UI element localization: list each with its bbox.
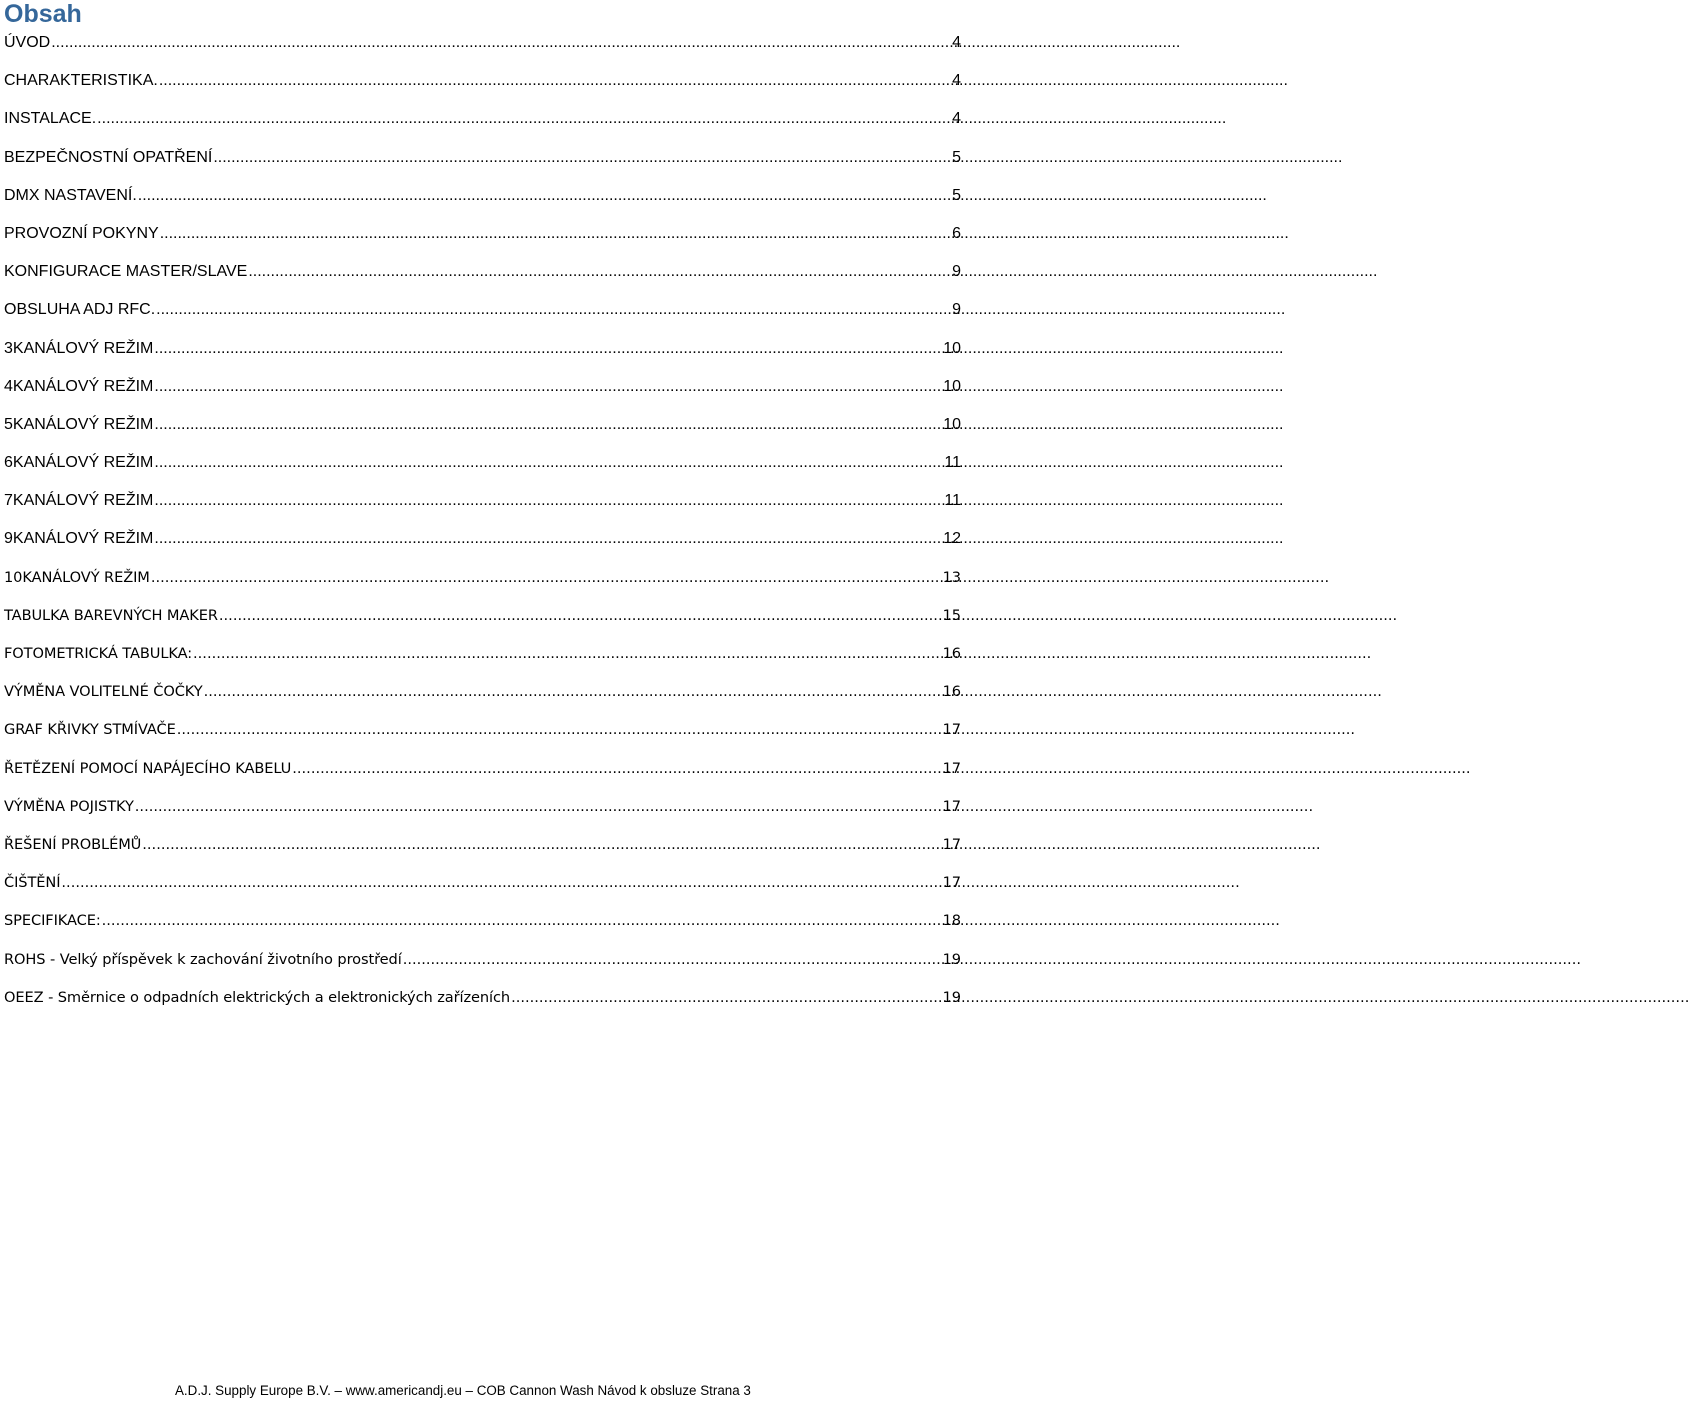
toc-entry-page-number: 17 <box>942 759 961 777</box>
toc-entry[interactable] <box>4 597 961 635</box>
toc-entry-label: ÚVOD <box>4 34 51 51</box>
toc-dot-leader <box>403 941 942 979</box>
toc-entry-label: 10KANÁLOVÝ REŽIM <box>4 568 150 586</box>
toc-dot-leader <box>151 559 942 597</box>
toc-entry-label: PROVOZNÍ POKYNY <box>4 224 159 242</box>
toc-entry-label: 5KANÁLOVÝ REŽIM <box>4 415 154 433</box>
toc-entry-page-number: 18 <box>942 912 961 930</box>
toc-dot-leader <box>51 24 951 62</box>
toc-entry-label: OBSLUHA ADJ RFC. <box>4 301 156 319</box>
toc-entry[interactable] <box>4 520 961 558</box>
toc-entry-label: DMX NASTAVENÍ. <box>4 186 137 204</box>
toc-entry-page-number: 4 <box>952 34 961 51</box>
toc-dot-leader <box>154 520 942 558</box>
toc-entry-page-number: 13 <box>942 568 961 586</box>
toc-dot-leader <box>156 291 951 329</box>
toc-dot-leader <box>248 253 951 291</box>
toc-entry[interactable] <box>4 406 961 444</box>
toc-entry-label: 3KANÁLOVÝ REŽIM <box>4 339 154 357</box>
toc-entry[interactable] <box>4 177 961 215</box>
toc-entry-label: KONFIGURACE MASTER/SLAVE <box>4 263 248 281</box>
toc-entry-page-number: 17 <box>942 797 961 815</box>
toc-dot-leader <box>97 100 951 138</box>
toc-entry-label: ROHS - Velký příspěvek k zachování životního prostředí <box>4 950 402 968</box>
toc-entry[interactable] <box>4 100 961 138</box>
toc-dot-leader <box>204 673 942 711</box>
toc-dot-leader <box>154 482 943 520</box>
toc-dot-leader <box>511 979 942 1017</box>
toc-entry[interactable] <box>4 24 961 62</box>
page-footer: A.D.J. Supply Europe B.V. – www.americandj.eu – COB Cannon Wash Návod k obsluze Strana 3 <box>175 1383 751 1398</box>
toc-entry-label: SPECIFIKACE: <box>4 912 101 930</box>
toc-entry-label: CHARAKTERISTIKA. <box>4 72 158 90</box>
toc-entry-page-number: 6 <box>952 224 961 242</box>
toc-dot-leader <box>159 62 951 100</box>
toc-dot-leader <box>142 826 941 864</box>
toc-entry[interactable] <box>4 215 961 253</box>
toc-entry-page-number: 16 <box>942 683 961 701</box>
toc-dot-leader <box>177 711 942 749</box>
toc-entry-label: FOTOMETRICKÁ TABULKA: <box>4 645 193 662</box>
toc-entry-label: 6KANÁLOVÝ REŽIM <box>4 454 154 472</box>
toc-dot-leader <box>102 902 942 940</box>
toc-entry[interactable] <box>4 826 961 864</box>
toc-entry-page-number: 4 <box>952 110 961 128</box>
toc-entry[interactable] <box>4 368 961 406</box>
toc-entry-page-number: 10 <box>943 415 961 433</box>
toc-entry-page-number: 12 <box>943 530 961 548</box>
toc-entry[interactable] <box>4 673 961 711</box>
page-title: Obsah <box>4 0 82 28</box>
toc-entry-label: 4KANÁLOVÝ REŽIM <box>4 377 154 395</box>
toc-entry-page-number: 4 <box>952 72 961 90</box>
toc-entry[interactable] <box>4 788 961 826</box>
toc-entry-page-number: 15 <box>942 606 961 624</box>
toc-entry-label: VÝMĚNA POJISTKY <box>4 797 134 815</box>
toc-entry-page-number: 19 <box>942 950 961 968</box>
toc-entry-label: VÝMĚNA VOLITELNÉ ČOČKY <box>4 683 203 701</box>
table-of-contents <box>4 24 961 1017</box>
toc-dot-leader <box>292 750 941 788</box>
toc-dot-leader <box>154 444 943 482</box>
toc-entry[interactable] <box>4 635 961 673</box>
toc-entry-page-number: 5 <box>952 148 961 166</box>
toc-dot-leader <box>154 368 942 406</box>
toc-entry-label: TABULKA BAREVNÝCH MAKER <box>4 606 218 624</box>
toc-entry[interactable] <box>4 330 961 368</box>
toc-entry-page-number: 5 <box>952 186 961 204</box>
toc-entry[interactable] <box>4 482 961 520</box>
toc-dot-leader <box>193 635 942 673</box>
toc-entry[interactable] <box>4 291 961 329</box>
toc-entry-page-number: 17 <box>942 835 961 853</box>
toc-entry-page-number: 9 <box>952 301 961 319</box>
toc-entry[interactable] <box>4 139 961 177</box>
toc-entry[interactable] <box>4 750 961 788</box>
toc-entry[interactable] <box>4 902 961 940</box>
toc-dot-leader <box>160 215 951 253</box>
toc-dot-leader <box>154 406 942 444</box>
toc-dot-leader <box>61 864 941 902</box>
toc-entry[interactable] <box>4 979 961 1017</box>
toc-entry-label: BEZPEČNOSTNÍ OPATŘENÍ <box>4 148 213 166</box>
toc-entry[interactable] <box>4 559 961 597</box>
toc-entry-label: OEEZ - Směrnice o odpadních elektrických a elektronických zařízeních <box>4 988 511 1006</box>
toc-dot-leader <box>213 139 951 177</box>
toc-dot-leader <box>135 788 942 826</box>
toc-entry-page-number: 10 <box>943 339 961 357</box>
toc-entry-label: 9KANÁLOVÝ REŽIM <box>4 530 154 548</box>
toc-entry[interactable] <box>4 62 961 100</box>
toc-entry-label: ŘETĚZENÍ POMOCÍ NAPÁJECÍHO KABELU <box>4 759 292 777</box>
toc-entry[interactable] <box>4 253 961 291</box>
toc-entry-label: 7KANÁLOVÝ REŽIM <box>4 492 154 510</box>
toc-entry-label: ČIŠTĚNÍ <box>4 874 61 892</box>
toc-entry[interactable] <box>4 711 961 749</box>
toc-entry-label: INSTALACE. <box>4 110 97 128</box>
toc-dot-leader <box>219 597 942 635</box>
toc-entry-page-number: 19 <box>942 988 961 1006</box>
toc-entry-page-number: 17 <box>942 721 961 739</box>
toc-entry-page-number: 11 <box>944 492 961 510</box>
toc-dot-leader <box>138 177 951 215</box>
toc-entry-label: ŘEŠENÍ PROBLÉMŮ <box>4 835 142 853</box>
toc-entry[interactable] <box>4 864 961 902</box>
toc-dot-leader <box>154 330 942 368</box>
toc-entry-page-number: 10 <box>943 377 961 395</box>
toc-entry-page-number: 17 <box>942 874 961 892</box>
toc-entry-page-number: 9 <box>952 263 961 281</box>
toc-entry[interactable] <box>4 941 961 979</box>
toc-entry-page-number: 16 <box>942 645 961 662</box>
toc-entry-label: GRAF KŘIVKY STMÍVAČE <box>4 721 176 739</box>
toc-entry-page-number: 11 <box>944 454 961 472</box>
toc-entry[interactable] <box>4 444 961 482</box>
